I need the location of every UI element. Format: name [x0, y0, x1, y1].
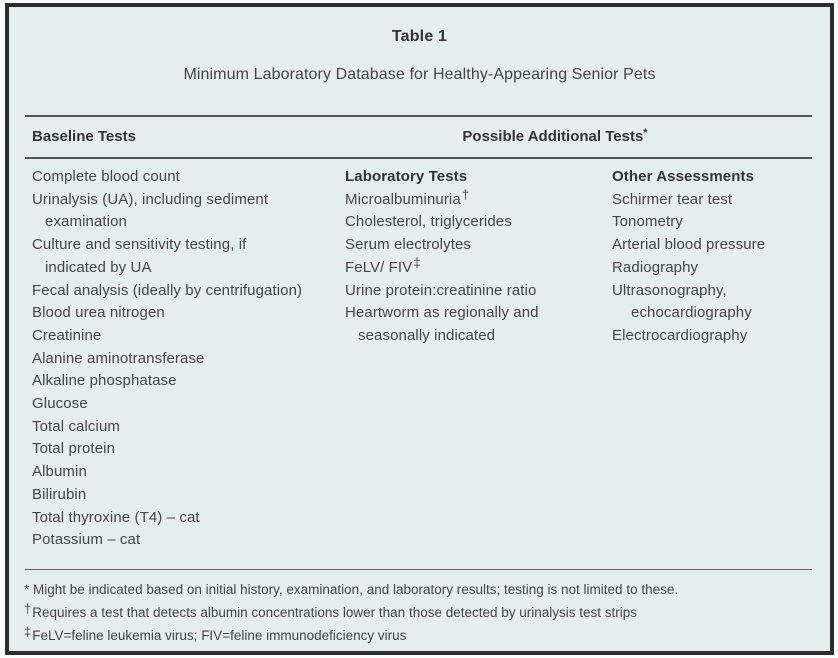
column-header-baseline-tests: Baseline Tests: [32, 128, 136, 145]
table-subtitle: Minimum Laboratory Database for Healthy-Appearing Senior Pets: [183, 66, 656, 83]
baseline-test-item: Albumin: [32, 463, 87, 481]
other-assessment-item: Ultrasonography,: [612, 281, 727, 299]
other-assessment-item: Radiography: [612, 258, 699, 276]
laboratory-test-item: seasonally indicated: [358, 326, 496, 344]
baseline-test-item: Total calcium: [32, 417, 120, 435]
laboratory-tests-column: [345, 166, 612, 552]
divider-footnotes: [25, 569, 812, 570]
baseline-test-item: Total protein: [32, 440, 116, 458]
laboratory-test-item: Serum electrolytes: [345, 236, 472, 254]
dagger-marker: †: [461, 186, 470, 202]
baseline-test-item: Blood urea nitrogen: [32, 304, 165, 322]
baseline-tests-column: [32, 166, 345, 552]
baseline-test-item: Bilirubin: [32, 485, 87, 503]
dagger-marker: ‡: [413, 254, 421, 270]
footnote-marker: †: [24, 600, 32, 616]
column-header-additional-tests: [345, 128, 806, 147]
baseline-test-item: Urinalysis (UA), including sediment: [32, 190, 269, 208]
footnote-line: ‡FeLV=feline leukemia virus; FIV=feline immunodeficiency virus: [24, 623, 407, 643]
table-card: [5, 3, 834, 655]
footnote-line: * Might be indicated based on initial history, examination, and laboratory results; testing is not limited to these.: [24, 581, 679, 597]
baseline-test-item: Alkaline phosphatase: [32, 372, 177, 390]
baseline-test-item: Potassium – cat: [32, 531, 141, 549]
laboratory-test-item: Microalbuminuria†: [345, 186, 470, 208]
baseline-test-item: Total thyroxine (T4) – cat: [32, 508, 200, 526]
asterisk-marker: *: [643, 127, 648, 139]
baseline-test-item: Glucose: [32, 395, 88, 413]
column-header-additional-label: Possible Additional Tests: [462, 128, 644, 145]
table-body: [32, 166, 806, 552]
laboratory-tests-header: Laboratory Tests: [345, 168, 468, 185]
other-assessment-item: Electrocardiography: [612, 326, 748, 344]
baseline-test-item: Alanine aminotransferase: [32, 349, 205, 367]
table-number-title: Table 1: [391, 28, 448, 45]
other-assessment-item: Tonometry: [612, 213, 683, 231]
footnote-line: †Requires a test that detects albumin concentrations lower than those detected by urinalysis test strips: [24, 600, 638, 620]
column-header-row: [32, 117, 806, 157]
laboratory-test-item: Cholesterol, triglycerides: [345, 213, 512, 231]
other-assessments-list: [612, 189, 806, 348]
other-assessment-item: Schirmer tear test: [612, 190, 733, 208]
baseline-test-item: Creatinine: [32, 326, 102, 344]
footnote-marker: ‡: [24, 623, 32, 639]
other-assessment-item: echocardiography: [631, 304, 752, 322]
laboratory-tests-list: [345, 186, 612, 348]
baseline-tests-list: [32, 166, 345, 552]
other-assessment-item: Arterial blood pressure: [612, 236, 766, 254]
laboratory-test-item: Heartworm as regionally and: [345, 304, 539, 322]
footnotes: [24, 578, 810, 647]
divider-header: [25, 157, 812, 159]
laboratory-test-item: FeLV/ FIV‡: [345, 254, 421, 276]
baseline-test-item: Complete blood count: [32, 168, 180, 185]
baseline-test-item: indicated by UA: [45, 258, 152, 276]
baseline-test-item: Culture and sensitivity testing, if: [32, 236, 247, 254]
other-assessments-header: Other Assessments: [612, 168, 755, 185]
laboratory-test-item: Urine protein:creatinine ratio: [345, 281, 537, 299]
baseline-test-item: examination: [45, 213, 127, 231]
other-assessments-column: [612, 166, 806, 552]
baseline-test-item: Fecal analysis (ideally by centrifugation): [32, 281, 303, 299]
